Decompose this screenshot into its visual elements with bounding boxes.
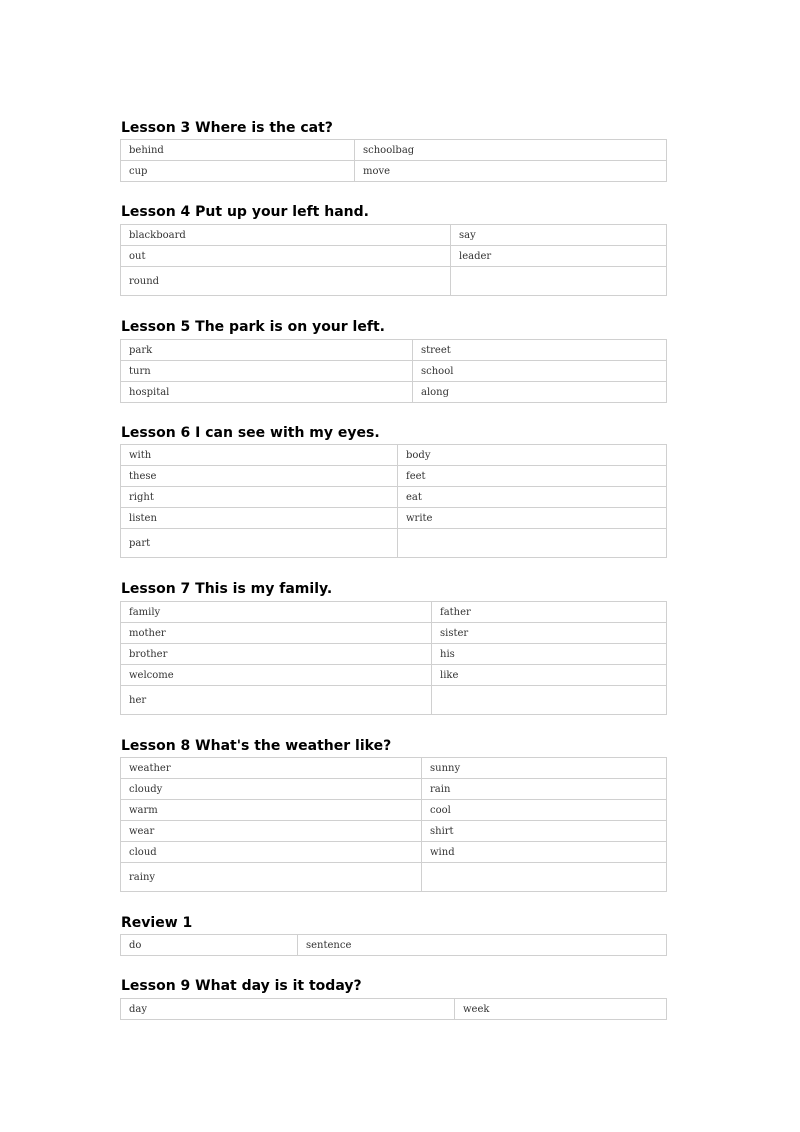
table-cell: behind	[121, 140, 355, 161]
table-row	[121, 529, 667, 558]
table-cell: cool	[422, 800, 667, 821]
table-cell: along	[413, 382, 667, 403]
table-row	[121, 665, 667, 686]
section-heading: Lesson 7 This is my family.	[121, 581, 333, 597]
table-cell: shirt	[422, 821, 667, 842]
table-row	[121, 842, 667, 863]
table-cell: day	[121, 999, 455, 1020]
table-row	[121, 821, 667, 842]
table-cell: write	[398, 508, 667, 529]
table-cell: say	[451, 225, 667, 246]
vocab-table	[120, 339, 667, 403]
table-cell: schoolbag	[355, 140, 667, 161]
table-row	[121, 487, 667, 508]
table-cell: cloud	[121, 842, 422, 863]
table-cell	[432, 686, 667, 715]
table-cell: move	[355, 161, 667, 182]
vocab-table	[120, 757, 667, 892]
table-row	[121, 340, 667, 361]
table-cell: wear	[121, 821, 422, 842]
table-cell: body	[398, 445, 667, 466]
table-row	[121, 382, 667, 403]
table-cell: warm	[121, 800, 422, 821]
table-cell: wind	[422, 842, 667, 863]
table-cell: hospital	[121, 382, 413, 403]
vocab-table	[120, 934, 667, 956]
table-cell: turn	[121, 361, 413, 382]
table-row	[121, 161, 667, 182]
table-cell: with	[121, 445, 398, 466]
table-cell: street	[413, 340, 667, 361]
table-row	[121, 267, 667, 296]
table-cell: rainy	[121, 863, 422, 892]
table-cell: round	[121, 267, 451, 296]
table-cell: like	[432, 665, 667, 686]
table-cell: eat	[398, 487, 667, 508]
section-heading: Lesson 9 What day is it today?	[121, 978, 362, 994]
table-cell: cup	[121, 161, 355, 182]
table-cell: part	[121, 529, 398, 558]
section-heading: Lesson 6 I can see with my eyes.	[121, 425, 380, 441]
section-heading: Lesson 4 Put up your left hand.	[121, 204, 369, 220]
table-cell	[422, 863, 667, 892]
table-row	[121, 140, 667, 161]
table-cell: feet	[398, 466, 667, 487]
table-row	[121, 623, 667, 644]
table-cell: sister	[432, 623, 667, 644]
table-cell: cloudy	[121, 779, 422, 800]
table-cell: sunny	[422, 758, 667, 779]
table-row	[121, 935, 667, 956]
vocab-table	[120, 444, 667, 558]
table-row	[121, 758, 667, 779]
table-cell: do	[121, 935, 298, 956]
table-cell: school	[413, 361, 667, 382]
section-heading: Lesson 5 The park is on your left.	[121, 319, 385, 335]
table-cell: right	[121, 487, 398, 508]
table-cell: week	[455, 999, 667, 1020]
table-row	[121, 508, 667, 529]
table-row	[121, 644, 667, 665]
table-cell: these	[121, 466, 398, 487]
table-row	[121, 361, 667, 382]
table-row	[121, 999, 667, 1020]
table-row	[121, 225, 667, 246]
table-row	[121, 686, 667, 715]
table-cell: family	[121, 602, 432, 623]
section-heading: Lesson 8 What's the weather like?	[121, 738, 392, 754]
table-row	[121, 445, 667, 466]
table-cell: rain	[422, 779, 667, 800]
vocab-table	[120, 139, 667, 182]
table-cell: welcome	[121, 665, 432, 686]
table-row	[121, 246, 667, 267]
vocab-table	[120, 998, 667, 1020]
table-cell: her	[121, 686, 432, 715]
section-heading: Lesson 3 Where is the cat?	[121, 120, 333, 136]
vocab-table	[120, 224, 667, 296]
table-row	[121, 800, 667, 821]
table-row	[121, 779, 667, 800]
table-cell: father	[432, 602, 667, 623]
table-cell	[451, 267, 667, 296]
table-cell: leader	[451, 246, 667, 267]
table-cell: weather	[121, 758, 422, 779]
table-cell: out	[121, 246, 451, 267]
table-cell: blackboard	[121, 225, 451, 246]
table-row	[121, 466, 667, 487]
table-cell: his	[432, 644, 667, 665]
table-cell	[398, 529, 667, 558]
table-cell: mother	[121, 623, 432, 644]
table-cell: sentence	[298, 935, 667, 956]
section-heading: Review 1	[121, 915, 193, 931]
table-cell: listen	[121, 508, 398, 529]
table-cell: park	[121, 340, 413, 361]
table-row	[121, 863, 667, 892]
table-row	[121, 602, 667, 623]
table-cell: brother	[121, 644, 432, 665]
vocab-table	[120, 601, 667, 715]
